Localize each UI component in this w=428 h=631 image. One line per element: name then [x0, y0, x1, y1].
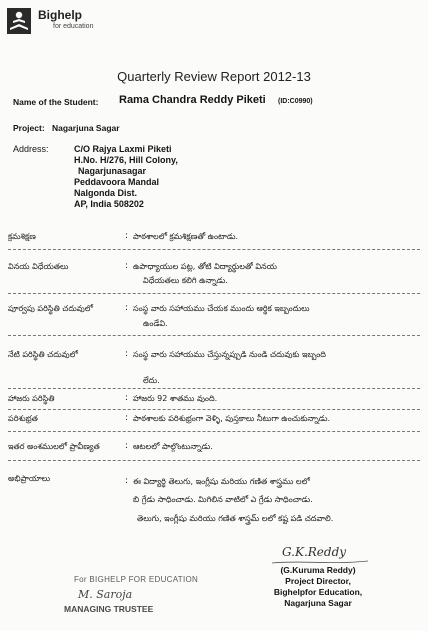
director-title: Project Director,	[285, 576, 351, 586]
address-line: AP, India 508202	[74, 199, 144, 209]
section-text: లేదు.	[143, 376, 160, 385]
section-label: నేటి పరిస్థితి చదువులో	[8, 350, 78, 359]
section-text: తెలుగు, ఇంగ్లీషు మరియు గణిత శాస్త్రమ్ లలో కష్ట పడి చదవాలి.	[137, 514, 334, 523]
trustee-title: MANAGING TRUSTEE	[64, 604, 154, 614]
report-title: Quarterly Review Report 2012-13	[117, 69, 311, 84]
divider	[8, 388, 420, 389]
divider	[8, 460, 420, 461]
section-label: హాజరు పరిస్థితి	[8, 394, 55, 403]
section-label: పూర్వపు పరిస్థితి చదువులో	[8, 304, 93, 313]
director-location: Nagarjuna Sagar	[284, 598, 352, 608]
section-label: ఇతర అంశములలో ప్రావీణ్యత	[8, 442, 100, 451]
section-text: బి గ్రేడు సాధించాడు. మిగిలిన వాటిలో ఎ గ్రేడు సాధించాడు.	[133, 495, 313, 504]
director-signature: G.K.Reddy	[282, 545, 347, 559]
divider	[8, 431, 420, 432]
brand-tagline: for education	[53, 23, 94, 30]
section-text: విధేయతలు కలిగి ఉన్నాడు.	[143, 276, 228, 285]
section-text: పాఠశాలకు పరిశుభ్రంగా వెళ్ళి, పుస్తకాలు నీటుగా ఉంచుకున్నాడు.	[133, 414, 330, 423]
address-line: Peddavoora Mandal	[74, 177, 160, 187]
trustee-signature: M. Saroja	[78, 588, 133, 601]
section-colon: :	[125, 349, 129, 359]
section-colon: :	[125, 393, 129, 403]
brand-name: Bighelp	[38, 8, 82, 22]
section-text: ఈ విద్యార్థి తెలుగు, ఇంగ్లీషు మరియు గణిత శాస్త్రము లలో	[133, 477, 310, 486]
section-colon: :	[125, 413, 129, 423]
section-colon: :	[125, 303, 129, 313]
section-colon: :	[125, 231, 129, 241]
section-text: ఆటలలో పాల్గొంటున్నాడు.	[133, 442, 213, 451]
section-label: వినయ విధేయతలు	[8, 262, 69, 271]
section-colon: :	[125, 441, 129, 451]
section-label: క్రమశిక్షణ	[8, 232, 36, 241]
address-label: Address:	[13, 144, 49, 154]
student-label: Name of the Student:	[13, 97, 99, 107]
divider	[8, 409, 420, 410]
section-text: సంస్థ వారు సహాయము చేస్తున్నప్పుడి నుండి చదువుకు ఇబ్బంది	[133, 350, 326, 359]
section-colon: :	[125, 476, 129, 486]
section-colon: :	[125, 261, 129, 271]
director-name: (G.Kuruma Reddy)	[280, 565, 356, 575]
address-line: Nalgonda Dist.	[74, 188, 138, 198]
address-line: C/O Rajya Laxmi Piketi	[74, 144, 172, 154]
student-name: Rama Chandra Reddy Piketi	[119, 94, 266, 106]
section-label: పరిశుభ్రత	[8, 414, 38, 423]
project-value: Nagarjuna Sagar	[52, 123, 120, 133]
org-stamp-line: For BIGHELP FOR EDUCATION	[74, 575, 199, 584]
address-line: H.No. H/276, Hill Colony,	[74, 155, 178, 165]
divider	[8, 249, 420, 250]
divider	[8, 293, 420, 294]
section-text: హాజరు 92 శాతము వుంది.	[133, 394, 218, 403]
project-label: Project:	[13, 123, 45, 133]
section-text: సంస్థ వారు సహాయము చేయక ముందు ఆర్థిక ఇబ్బందులు	[133, 304, 310, 313]
bighelp-logo-icon	[7, 8, 31, 34]
section-text: ఉపాధ్యాయుల పట్ల, తోటి విద్యార్థులతో వినయ	[133, 262, 277, 271]
address-line: Nagarjunasagar	[78, 166, 147, 176]
student-id: (ID:C0990)	[278, 98, 313, 105]
section-text: ఉండేవి.	[143, 319, 168, 328]
section-text: పాఠశాలలో క్రమశిక్షణతో ఉంటాడు.	[133, 232, 239, 241]
divider	[8, 335, 420, 336]
director-org: Bighelpfor Education,	[273, 587, 363, 597]
section-label: అభిప్రాయాలు	[8, 474, 51, 483]
